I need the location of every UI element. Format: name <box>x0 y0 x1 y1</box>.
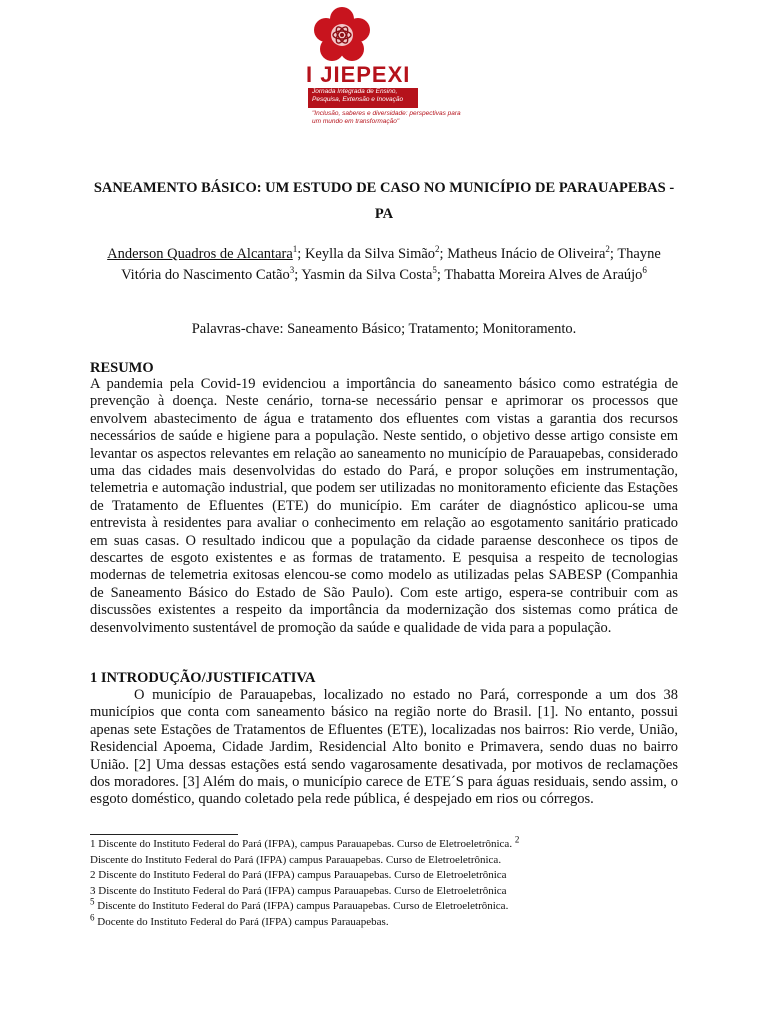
footnote <box>90 896 678 915</box>
footnote <box>90 911 678 931</box>
author-name: Keylla da Silva Simão <box>304 246 436 262</box>
author-name: Thayne Vitória do Nascimento Catão <box>121 246 661 283</box>
paper-title: SANEAMENTO BÁSICO: UM ESTUDO DE CASO NO MUNICÍPIO DE PARAUAPEBAS - PA <box>93 180 675 222</box>
footnotes <box>90 834 678 930</box>
author-separator: ; <box>439 246 448 262</box>
logo-subtitle: Jornada Integrada de Ensino, Pesquisa, Extensão e Inovação <box>312 88 404 103</box>
abstract-text: A pandemia pela Covid-19 evidenciou a importância do saneamento básico como estratégia de prevenção à doença. Neste cenário, torna-se necessário pensar e aprimorar os processos que envolvem abastecimento de água e tratamento dos efluentes com vistas a garantia dos recursos necessários de saúde e higiene para a população. Neste sentido, o objetivo desse artigo consiste em levantar os aspectos relevantes em relação ao saneamento no município de Parauapebas, considerado uma das cidades mais desenvolvidas do estado do Pará, e propor soluções em instrumentação, telemetria e automação industrial, que podem ser utilizadas no monitoramento eficiente das Estações de Tratamento de Efluentes (ETE) do município. Em caráter de diagnóstico aplicou-se uma entrevista à residentes para avaliar o conhecimento em relação ao esgotamento sanitário praticado em suas casas. O resultado indicou que a população da cidade paraense desconhece os tipos de descartes de esgoto existentes e as formas de tratamento. E pesquisa a respeito de tecnologias modernas de telemetria exitosas elencou-se como modelo as utilizadas pelas SABESP (Companhia de Saneamento Básico do Estado de São Paulo). Com este artigo, espera-se contribuir com as discussões existentes a respeito da importância da modernização dos sistemas como prática de desenvolvimento sustentável de promoção da saúde e qualidade de vida para a população. <box>90 376 678 636</box>
footnote-text: Discente do Instituto Federal do Pará (IFPA) campus Parauapebas. Curso de Eletroeletrônica. <box>94 900 509 912</box>
footnote: 2 Discente do Instituto Federal do Pará (IFPA) campus Parauapebas. Curso de Eletroeletrônica <box>90 869 507 881</box>
footnote-marker: 6 <box>90 911 95 922</box>
flower-logo-icon <box>310 6 374 64</box>
footnote-text: 1 Discente do Instituto Federal do Pará (IFPA), campus Parauapebas. Curso de Eletroeletrônica. <box>90 838 515 850</box>
footnote-text: Docente do Instituto Federal do Pará (IFPA) campus Parauapebas. <box>94 915 389 928</box>
author-name: Yasmin da Silva Costa <box>301 267 433 283</box>
intro-text: O município de Parauapebas, localizado no estado no Pará, corresponde a um dos 38 municípios que conta com saneamento básico na região norte do Brasil. [1]. No entanto, possui apenas sete Estações de Tratamentos de Efluentes (ETE), localizadas nos bairros: Rio verde, União, Residencial Apoema, Cidade Jardim, Residencial Alto bonito e Primavera, sendo duas no bairro União. [2] Uma dessas estações está sendo vagarosamente desativada, por motivos de reclamações dos moradores. [3] Além do mais, o município carece de ETE´S para águas residuais, sendo assim, o esgoto doméstico, quando coletado pela rede pública, é despejado em rios ou córregos. <box>90 687 678 808</box>
abstract-heading: RESUMO <box>90 360 154 376</box>
author-affiliation: 5 <box>432 265 437 276</box>
author-name: Matheus Inácio de Oliveira <box>447 246 606 262</box>
footnote-divider <box>90 834 238 835</box>
author-affiliation: 1 <box>292 244 298 255</box>
footnote: 3 Discente do Instituto Federal do Pará (IFPA) campus Parauapebas. Curso de Eletroeletrônica <box>90 884 507 897</box>
keywords-line <box>90 321 678 338</box>
author-name: Anderson Quadros de Alcantara <box>107 246 293 262</box>
footnote-marker: 2 <box>514 834 520 845</box>
footnote <box>90 834 678 853</box>
author-name: Thabatta Moreira Alves de Araújo <box>444 267 643 283</box>
author-list <box>90 244 678 286</box>
keywords-text: : Saneamento Básico; Tratamento; Monitoramento. <box>279 321 577 337</box>
logo-tagline: "Inclusão, saberes e diversidade: perspectivas para um mundo em transformação" <box>312 110 461 125</box>
footnote-marker: 5 <box>90 896 95 907</box>
keywords-label: Palavras-chave <box>191 321 280 337</box>
logo-title: I JIEPEXI <box>306 62 411 87</box>
author-separator: ; <box>294 267 302 283</box>
event-logo <box>306 6 466 126</box>
author-separator: ; <box>297 246 305 262</box>
author-affiliation: 6 <box>642 265 647 276</box>
author-affiliation: 2 <box>435 244 440 255</box>
author-affiliation: 3 <box>289 265 295 276</box>
author-separator: ; <box>609 246 618 262</box>
author-affiliation: 2 <box>605 244 610 255</box>
author-separator: ; <box>436 267 445 283</box>
footnote: Discente do Instituto Federal do Pará (IFPA) campus Parauapebas. Curso de Eletroeletrônica. <box>90 853 502 866</box>
intro-heading: 1 INTRODUÇÃO/JUSTIFICATIVA <box>90 670 316 686</box>
